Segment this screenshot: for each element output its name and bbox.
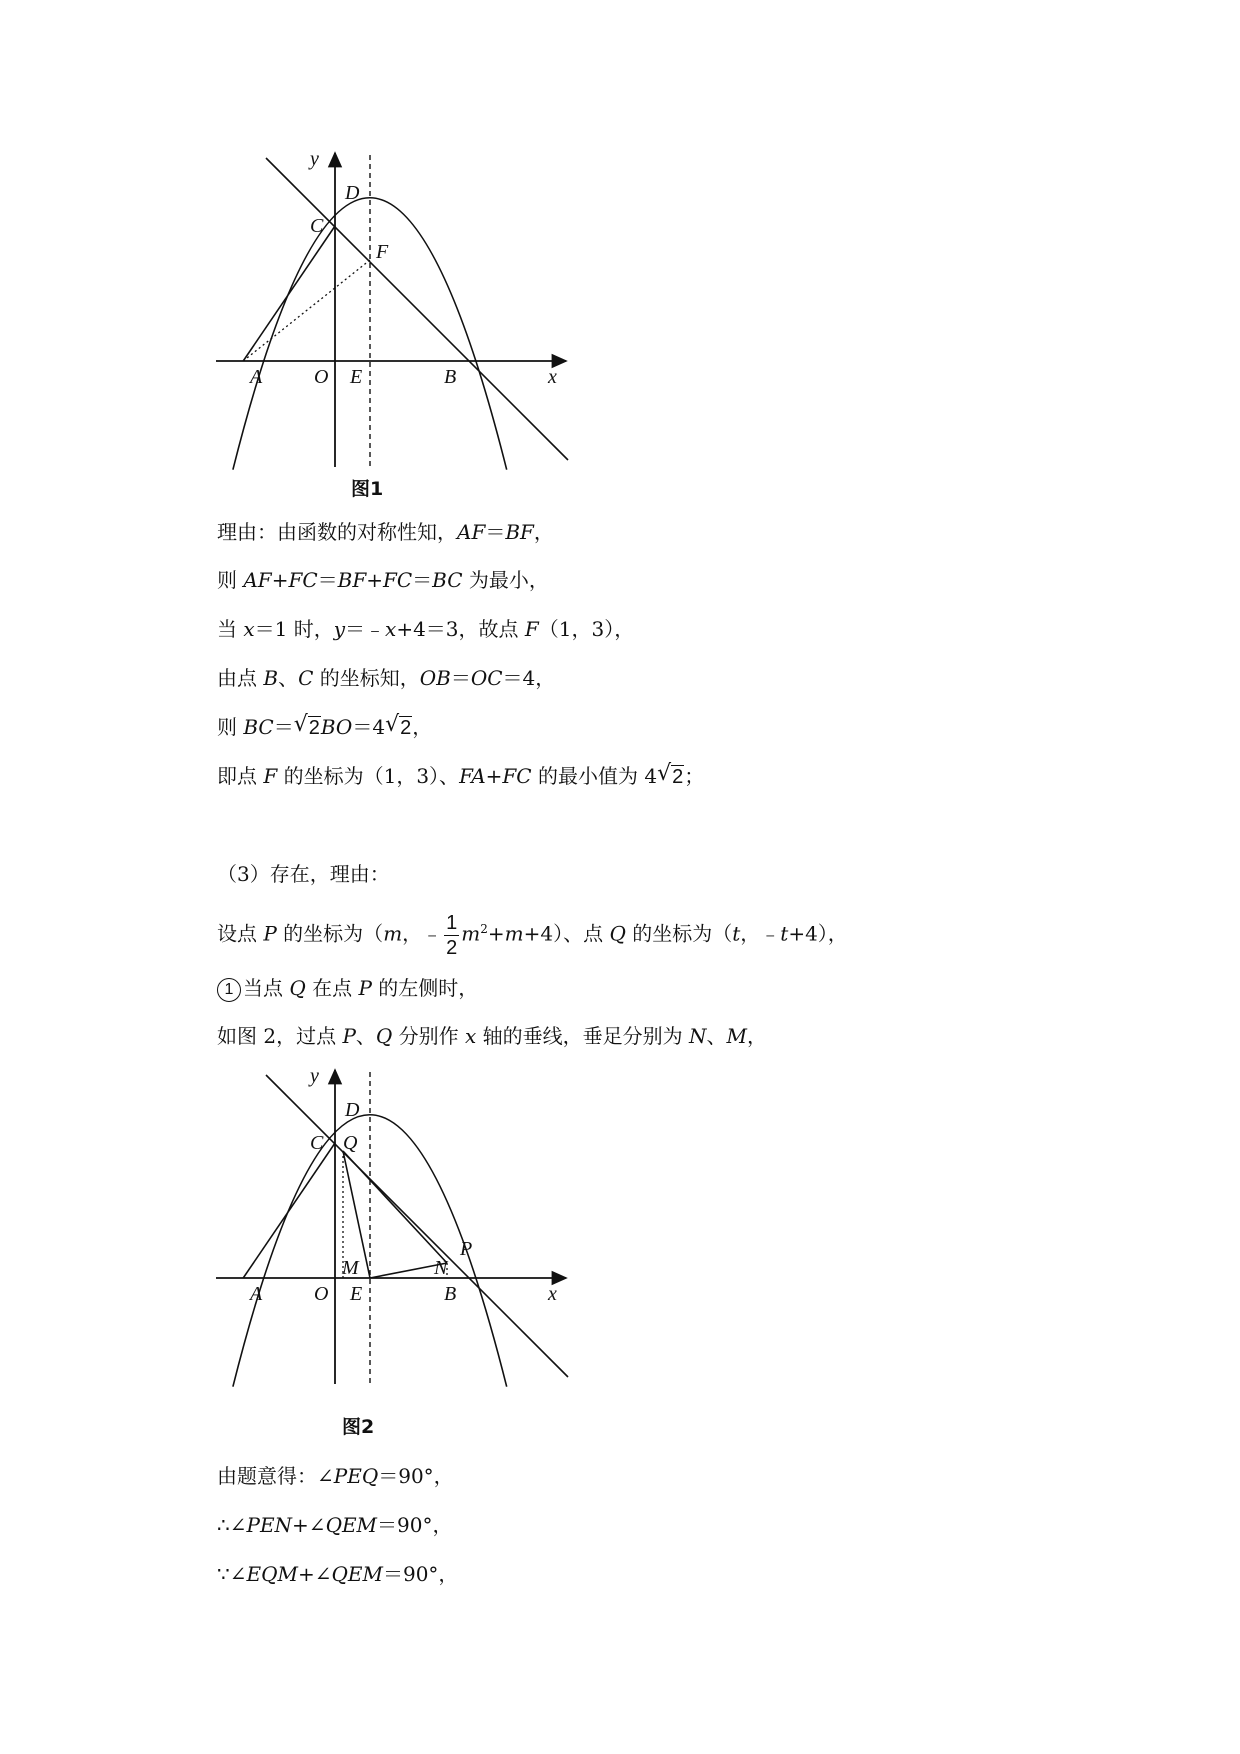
- segment-qp: [343, 1151, 447, 1263]
- text-line-13: ∵∠EQM+∠QEM＝90°，: [217, 1562, 459, 1586]
- label-a: A: [250, 1283, 263, 1305]
- text-line-6: 即点 F 的坐标为（1，3）、FA+FC 的最小值为 4√ 2；: [217, 762, 704, 791]
- text-line-9: 1 当点 Q 在点 P 的左侧时，: [217, 974, 478, 1002]
- label-d: D: [345, 182, 360, 204]
- line-bc: [266, 1075, 568, 1377]
- label-o: O: [314, 366, 329, 388]
- label-b: B: [444, 1283, 457, 1305]
- label-q: Q: [343, 1132, 358, 1154]
- sqrt-symbol: √ 2: [657, 762, 684, 791]
- sqrt-symbol: √ 2: [294, 713, 321, 742]
- segment-ac: [243, 1143, 335, 1278]
- text-line-1: 理由：由函数的对称性知，AF＝BF，: [217, 520, 554, 544]
- line-bc: [266, 158, 568, 460]
- segment-ac: [243, 226, 335, 361]
- text-line-11: 由题意得：∠PEQ＝90°，: [217, 1464, 454, 1488]
- label-e: E: [350, 1283, 363, 1305]
- label-d: D: [345, 1099, 360, 1121]
- fraction-one-half: $\frac{1}{2}$: [446, 911, 458, 959]
- text-line-7: （3）存在，理由：: [217, 862, 390, 886]
- label-y: y: [310, 148, 319, 170]
- figure-2: [200, 1062, 580, 1392]
- figure-1: [200, 145, 580, 475]
- label-f: F: [376, 241, 389, 263]
- label-c: C: [310, 1132, 324, 1154]
- label-a: A: [250, 366, 263, 388]
- text-line-8: 设点 P 的坐标为（m，﹣ $\frac{1}{2}$ $m^2+m+4$）、点 Q 的坐标为（t，﹣t+4），: [217, 911, 848, 959]
- figure-1-graph: [200, 145, 580, 475]
- figure-2-graph: [200, 1062, 580, 1392]
- figure-2-caption: 图2: [342, 1416, 375, 1438]
- text-line-3: 当 x＝1 时，y＝﹣x+4＝3，故点 F（1，3），: [217, 617, 635, 641]
- text-line-12: ∴∠PEN+∠QEM＝90°，: [217, 1513, 453, 1537]
- circled-number: 1: [217, 978, 241, 1002]
- label-c: C: [310, 215, 324, 237]
- text-line-4: 由点 B、C 的坐标知，OB＝OC＝4，: [217, 666, 556, 690]
- segment-af: [243, 260, 370, 361]
- figure-1-caption: 图1: [351, 478, 384, 500]
- label-o: O: [314, 1283, 329, 1305]
- label-n: N: [434, 1257, 448, 1279]
- label-b: B: [444, 366, 457, 388]
- sqrt-symbol: √ 2: [385, 713, 412, 742]
- text-line-10: 如图 2，过点 P、Q 分别作 x 轴的垂线，垂足分别为 N、M，: [217, 1024, 768, 1048]
- label-x: x: [548, 1283, 557, 1305]
- label-e: E: [350, 366, 363, 388]
- text-line-2: 则 AF+FC＝BF+FC＝BC 为最小，: [217, 568, 549, 592]
- label-p: P: [460, 1238, 473, 1260]
- label-x: x: [548, 366, 557, 388]
- label-m: M: [342, 1257, 359, 1279]
- text-line-5: 则 BC＝√ 2BO＝4√ 2，: [217, 713, 432, 742]
- label-y: y: [310, 1065, 319, 1087]
